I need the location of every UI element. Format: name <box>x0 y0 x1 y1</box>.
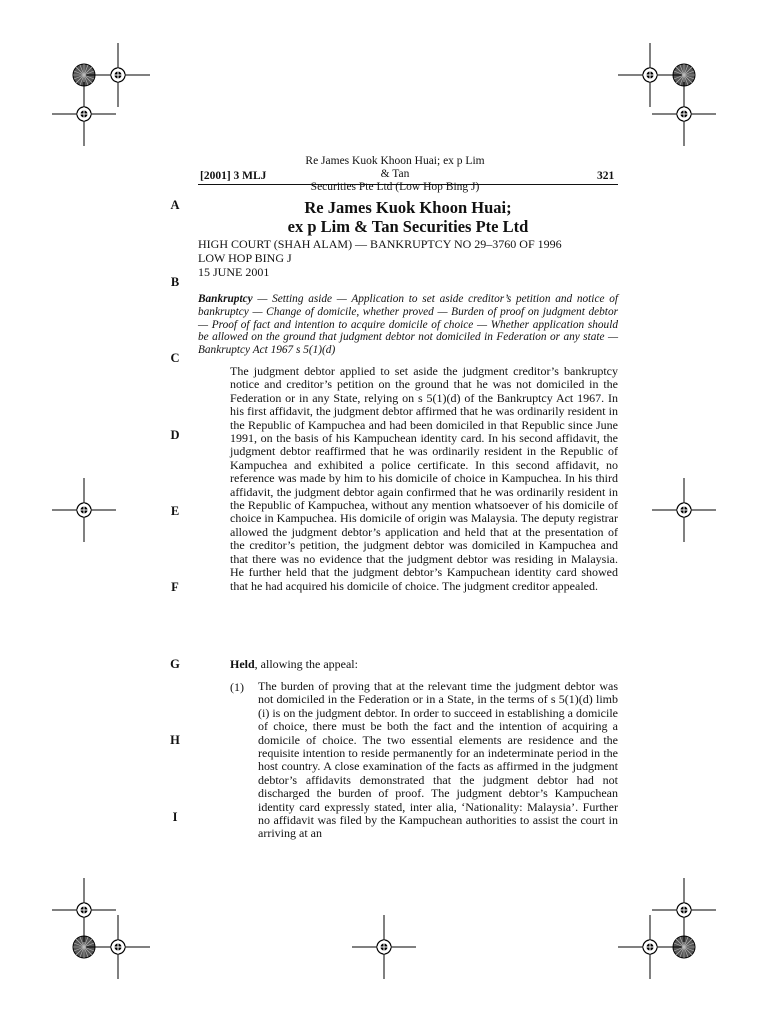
margin-letter-g: G <box>170 657 180 671</box>
margin-letter-e: E <box>170 504 180 518</box>
judge-line: LOW HOP BING J <box>198 251 292 265</box>
case-title-line2: ex p Lim & Tan Securities Pte Ltd <box>287 217 529 236</box>
case-title-line1: Re James Kuok Khoon Huai; <box>304 198 512 217</box>
margin-letter-d: D <box>170 428 180 442</box>
held-item-number: (1) <box>230 680 244 694</box>
margin-letter-c: C <box>170 351 180 365</box>
margin-letter-f: F <box>171 580 179 594</box>
margin-letter-i: I <box>172 810 178 824</box>
running-title-line2: Securities Pte Ltd (Low Hop Bing J) <box>310 181 480 193</box>
headnote: The judgment debtor applied to set aside the judgment creditor’s bankruptcy notice and creditor’s petition on the ground that he was not domiciled in the Federation or in any State, relying on s 5(1)(d) of the Bankruptcy Act 1967. In his first affidavit, the judgment debtor affirmed that he was ordinarily resident in the Republic of Kampuchea and had been domiciled in that Republic since June 1991, on the basis of his Kampuchean identity card. In his second affidavit, the judgment debtor reaffirmed that he was ordinarily resident in the Republic of Kampuchea and exhibited a police certificate. In this second affidavit, no reference was made by him to his domicile of choice in Kampuchea. In his third affidavit, the judgment debtor again confirmed that he was ordinarily resident in the Republic of Kampuchea, without any mention whatsoever of his domicile of choice in Kampuchea. His domicile of origin was Malaysia. The deputy registrar allowed the judgment debtor’s application and held that at the presentation of the creditor’s petition, the judgment debtor was domiciled in Kampuchea and that there was no evidence that the judgment debtor was residing in Malaysia. He further held that the judgment debtor’s Kampuchean identity card showed that he had acquired his domicile of choice. The judgment creditor appealed. <box>230 364 618 593</box>
page-number: 321 <box>597 170 615 182</box>
margin-letter-h: H <box>170 733 180 747</box>
running-title-line1: Re James Kuok Khoon Huai; ex p Lim & Tan <box>305 155 485 180</box>
catchwords-subject: Bankruptcy <box>198 293 253 305</box>
held-label: Held <box>230 657 255 671</box>
margin-letter-b: B <box>170 275 180 289</box>
court-line: HIGH COURT (SHAH ALAM) — BANKRUPTCY NO 29–3760 OF 1996 <box>198 237 562 251</box>
catchwords-text: — Setting aside — Application to set aside creditor’s petition and notice of bankruptcy — Change of domicile, whether proved — Burden of proof on judgment debtor — Proof of fact and intention to acquire domicile of choice — Whether application should be allowed on the ground that judgment debtor not domiciled in Federation or any state — Bankruptcy Act 1967 s 5(1)(d) <box>198 293 618 357</box>
citation: [2001] 3 MLJ <box>200 170 267 182</box>
held-item-text: The burden of proving that at the relevant time the judgment debtor was not domiciled in the Federation or in a State, in the terms of s 5(1)(d) limb (i) is on the judgment debtor. In order to succeed in establishing a domicile of choice, there must be both the fact and the intention of acquiring a domicile of choice. The two essential elements are residence and the requisite intention to reside permanently for an indeterminate period in the host country. A close examination of the facts as affirmed in the judgment debtor’s affidavits demonstrated that the judgment debtor had not discharged the burden of proof. The judgment debtor’s Kampuchean identity card expressly stated, inter alia, ‘Nationality: Malaysia’. Further no affidavit was filed by the Kampuchean authorities to assist the court in arriving at an <box>258 679 618 841</box>
held-suffix: , allowing the appeal: <box>254 657 358 671</box>
margin-letter-a: A <box>170 198 180 212</box>
date-line: 15 JUNE 2001 <box>198 265 270 279</box>
